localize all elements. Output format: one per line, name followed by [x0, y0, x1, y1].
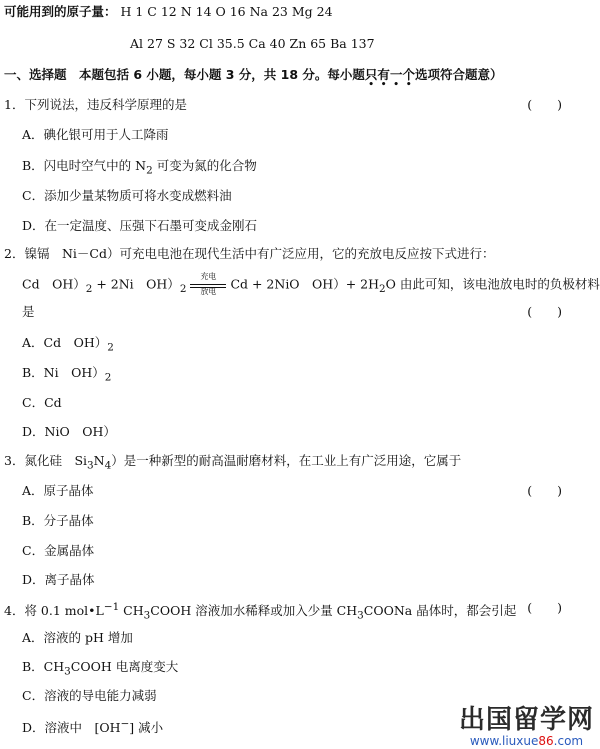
q4-option-d [22, 719, 163, 735]
subscript: 3 [87, 459, 94, 472]
q4-option-b-pre: B．CH [22, 659, 65, 674]
q3-stem [4, 455, 461, 471]
q4-answer-blank: ( ) [527, 600, 562, 615]
q2-option-b-text: B．Ni OH） [22, 365, 105, 380]
q4-option-b-post: COOH 电离度变大 [70, 659, 179, 674]
q1-stem: 1．下列说法，违反科学原理的是 [4, 97, 187, 112]
superscript: − [120, 718, 130, 730]
q4-option-c: C．溶液的导电能力减弱 [22, 688, 157, 703]
subscript: 3 [357, 609, 364, 622]
q3-option-d: D．离子晶体 [22, 572, 95, 587]
charge-label: 充电 [200, 272, 217, 281]
subscript: 3 [64, 665, 71, 678]
watermark [459, 705, 594, 747]
subscript: 2 [146, 164, 153, 177]
q2-option-d: D．NiO OH） [22, 424, 116, 439]
q1-option-b-text-post: 可变为氮的化合物 [152, 158, 257, 173]
q4-option-d-pre: D．溶液中 [OH [22, 720, 121, 736]
subscript: 4 [104, 459, 112, 472]
q4-stem-mid: CH [119, 603, 144, 619]
atomic-mass-line-1 [4, 6, 333, 19]
emphasis-char: 个 [402, 67, 415, 82]
q3-option-b: B．分子晶体 [22, 513, 94, 528]
emphasis-char: 只 [364, 67, 378, 82]
q2-stem: 2．镍镉 Ni－Cd）可充电电池在现代生活中有广泛应用，它的充放电反应按下式进行： [4, 246, 495, 261]
q2-option-b [22, 367, 111, 383]
subscript: 3 [143, 609, 151, 622]
emphasis-char: 一 [389, 67, 403, 82]
eq-reactant-2: + 2Ni OH） [92, 276, 180, 292]
q2-option-c: C．Cd [22, 395, 62, 410]
q1-option-c: C．添加少量某物质可将水变成燃料油 [22, 188, 232, 203]
q1-option-b-text: B．闪电时空气中的 N [22, 158, 147, 173]
subscript: 2 [107, 341, 114, 354]
subscript: 2 [179, 283, 187, 295]
q1-option-b [22, 160, 257, 176]
atomic-mass-values-2: Al 27 S 32 Cl 35.5 Ca 40 Zn 65 Ba 137 [130, 36, 375, 51]
eq-products: Cd + 2NiO OH）+ 2H [230, 276, 380, 292]
section-header-text: 一、选择题 本题包括 6 小题，每小题 3 分，共 18 分。每小题 [4, 67, 365, 82]
q4-option-a: A．溶液的 pH 增加 [22, 630, 133, 645]
q2-equation [22, 272, 600, 296]
reversible-arrow [188, 272, 228, 296]
q1-option-a: A．碘化银可用于人工降雨 [22, 127, 169, 142]
eq-reactant-1: Cd OH） [22, 276, 86, 292]
superscript: −1 [103, 601, 120, 613]
q4-stem-post: COONa 晶体时，都会引起 [363, 603, 517, 619]
section-header-tail: 选项符合题意） [414, 67, 503, 82]
atomic-mass-values-1: H 1 C 12 N 14 O 16 Na 23 Mg 24 [120, 4, 333, 19]
watermark-url-c: .com [553, 734, 584, 748]
q3-stem-post: ）是一种新型的耐高温耐磨材料，在工业上有广泛用途，它属于 [111, 453, 462, 468]
q2-option-a [22, 337, 114, 353]
q3-answer-blank: ( ) [527, 483, 562, 498]
eq-tail-text: O 由此可知，该电池放电时的负极材料 [385, 276, 600, 292]
q4-stem-pre: 4．将 0.1 mol•L [4, 603, 104, 619]
atomic-mass-label: 可能用到的原子量： [4, 4, 117, 19]
watermark-url-b: 86 [538, 734, 554, 748]
q3-stem-pre: 3．氮化硅 Si [4, 453, 88, 468]
q4-stem-mid2: COOH 溶液加水稀释或加入少量 CH [150, 603, 358, 619]
watermark-url [459, 735, 594, 747]
q3-stem-mid: N [93, 453, 105, 468]
subscript: 2 [379, 283, 386, 295]
watermark-title: 出国留学网 [458, 705, 594, 735]
discharge-label: 放电 [200, 287, 217, 296]
q4-option-b [22, 661, 178, 677]
emphasis-char: 有 [377, 67, 390, 82]
section-header [4, 69, 502, 82]
watermark-url-a: www.liuxue [469, 734, 539, 748]
q3-option-a: A．原子晶体 [22, 483, 94, 498]
subscript: 2 [85, 283, 93, 295]
q2-option-a-text: A．Cd OH） [22, 335, 108, 350]
q1-answer-blank: ( ) [527, 97, 562, 112]
q1-option-d: D．在一定温度、压强下石墨可变成金刚石 [22, 218, 258, 233]
subscript: 2 [104, 371, 112, 384]
q4-stem [4, 602, 516, 621]
q3-option-c: C．金属晶体 [22, 543, 95, 558]
q4-option-d-post: ] 减小 [129, 720, 164, 736]
q2-answer-blank: ( ) [527, 304, 562, 319]
q2-stem-continued: 是 [22, 304, 35, 319]
